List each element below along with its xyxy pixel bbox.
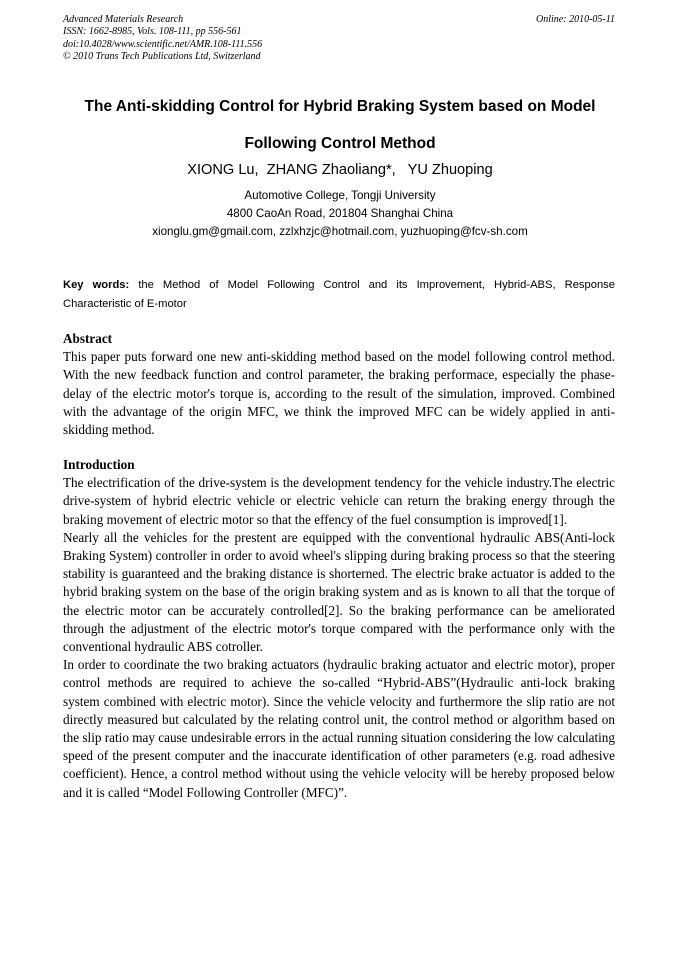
copyright-line: © 2010 Trans Tech Publications Ltd, Switzerland [63,50,261,62]
doi-line: doi:10.4028/www.scientific.net/AMR.108-111.556 [63,38,263,50]
title-line-1: The Anti-skidding Control for Hybrid Braking System based on Model [84,98,596,115]
paper-title [40,88,640,162]
journal-header [63,14,615,63]
introduction-section [63,456,615,802]
keywords-text: the Method of Model Following Control and its Improvement, Hybrid-ABS, Response Characteristic of E-motor [63,279,615,310]
author-list: XIONG Lu, ZHANG Zhaoliang*, YU Zhuoping [187,162,493,178]
intro-paragraph-1: The electrification of the drive-system is the development tendency for the vehicle industry.The electric drive-system of hybrid electric vehicle or electric vehicle can return the braking energy through the braking movement of electric motor so that the effency of the fuel consumption is improved[1]. [63,475,615,527]
title-line-2: Following Control Method [244,135,436,152]
keywords-block [63,276,615,313]
abstract-section [63,330,615,439]
affiliation-address: 4800 CaoAn Road, 201804 Shanghai China [226,207,454,220]
online-date: Online: 2010-05-11 [536,14,615,25]
affiliation-college: Automotive College, Tongji University [244,189,436,202]
author-emails: xionglu.gm@gmail.com, zzlxhzjc@hotmail.com, yuzhuoping@fcv-sh.com [152,225,528,238]
journal-name: Advanced Materials Research [63,14,184,25]
affiliation [40,187,640,241]
abstract-heading: Abstract [63,331,113,346]
introduction-heading: Introduction [63,457,135,472]
keywords-label: Key words: [63,279,130,291]
abstract-text: This paper puts forward one new anti-skidding method based on the model following control method. With the new feedback function and control parameter, the braking performace, especially the phase-delay of the electric motor's torque is, according to the result of the simulation, improved. Combined with the advantage of the origin MFC, we think the improved MFC can be widely applied in anti-skidding method. [63,349,615,438]
intro-paragraph-2: Nearly all the vehicles for the prestent are equipped with the conventional hydraulic ABS(Anti-lock Braking System) controller in order to avoid wheel's slipping during braking process so that the steering stability is guaranteed and the braking distance is shorterned. The electric brake actuator is added to the hybrid braking system on the base of the origin braking system and as is known to all that the torque of the electric motor can be accurately controlled[2]. So the braking performance can be ameliorated through the adjustment of the electric motor's torque compared with the performance only with the conventional hydraulic ABS cotroller. [63,529,615,655]
issn-line: ISSN: 1662-8985, Vols. 108-111, pp 556-561 [63,26,242,38]
intro-paragraph-3: In order to coordinate the two braking actuators (hydraulic braking actuator and electric motor), proper control methods are required to achieve the so-called “Hybrid-ABS”(Hydraulic anti-lock braking system combined with electric motor). Since the vehicle velocity and furthermore the slip ratio are not directly measured but calculated by the relating control unit, the control method or algorithm based on the slip ratio may cause undesirable errors in the actual running situation considering the low calculating speed of the present computer and the inaccurate identification of other parameters (e.g. road adhesive coefficient). Hence, a control method without using the vehicle velocity will be hereby proposed below and it is called “Model Following Controller (MFC)”. [63,657,615,800]
